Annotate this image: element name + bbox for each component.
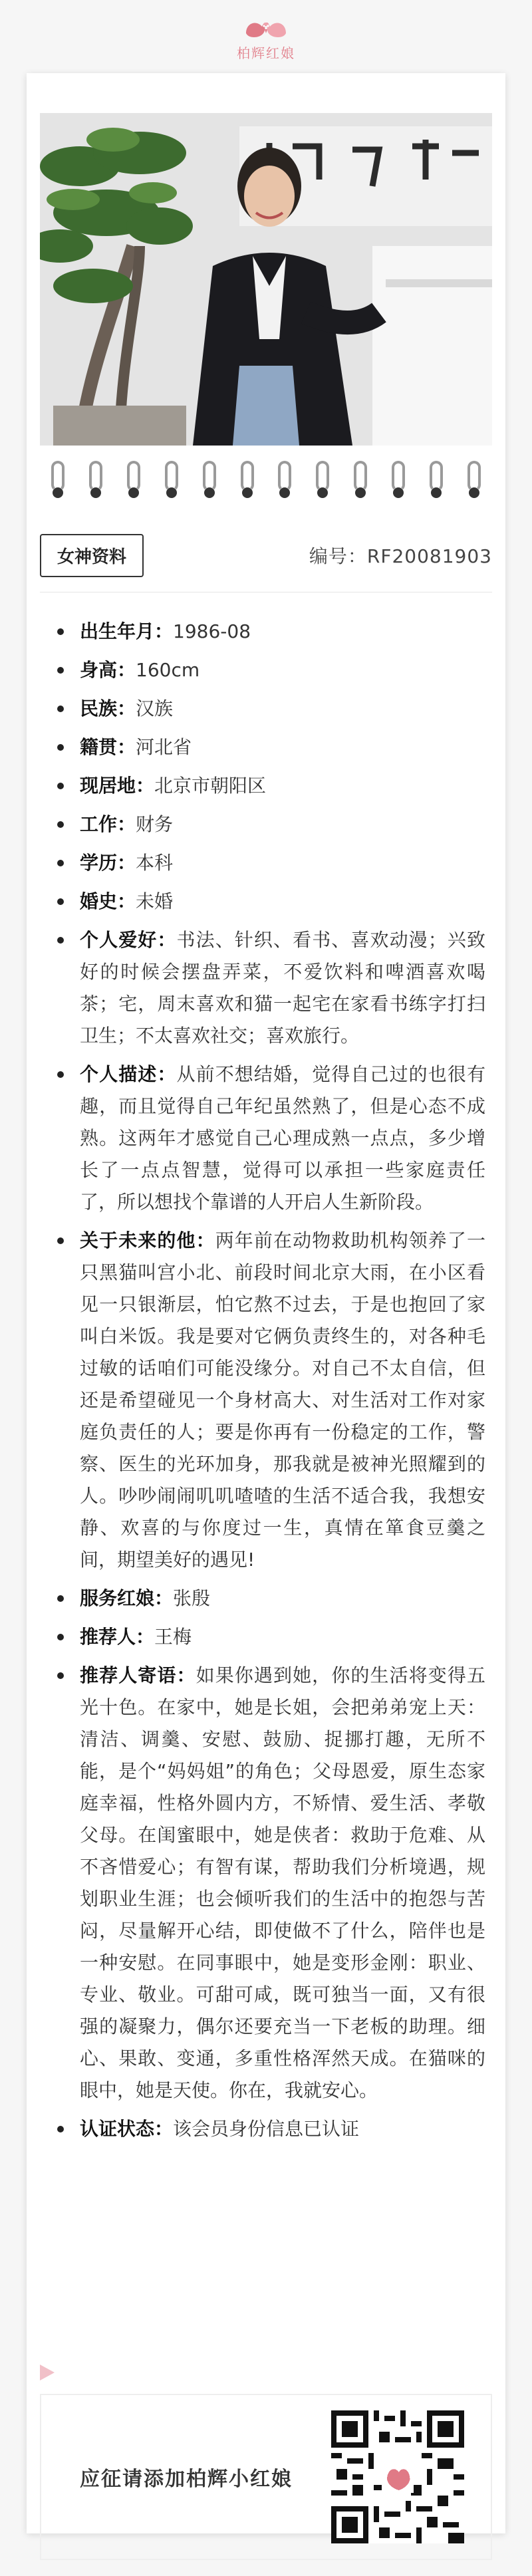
info-key: 工作： — [80, 813, 136, 835]
info-key: 个人描述： — [80, 1063, 177, 1085]
ring-icon — [163, 461, 180, 499]
info-value: 160cm — [136, 659, 200, 681]
info-value: 未婚 — [136, 890, 174, 912]
list-item — [53, 654, 485, 686]
profile-tag: 女神资料 — [40, 534, 144, 577]
list-item — [53, 809, 485, 840]
list-item — [53, 1059, 485, 1218]
contact-box — [40, 2394, 492, 2560]
info-key: 推荐人： — [80, 1626, 155, 1648]
ring-icon — [201, 461, 218, 499]
list-item — [53, 770, 485, 802]
info-value: 河北省 — [136, 736, 192, 758]
ring-icon — [466, 461, 483, 499]
info-key: 服务红娘： — [80, 1587, 174, 1609]
list-item — [53, 1225, 485, 1576]
info-value: 从前不想结婚，觉得自己过的也很有趣，而且觉得自己年纪虽然熟了，但是心态不成熟。这两年才感觉自己心理成熟一点点，多少增长了一点点智慧，觉得可以承担一些家庭责任了，所以想找个靠谱的人开启人生新阶段。 — [80, 1063, 485, 1213]
list-item — [53, 1660, 485, 2107]
ring-icon — [428, 461, 445, 499]
info-value: 1986-08 — [173, 620, 251, 642]
info-value: 书法、针织、看书、喜欢动漫；兴致好的时候会摆盘弄菜，不爱饮料和啤酒喜欢喝茶；宅，周末喜欢和猫一起宅在家看书练字打扫卫生；不太喜欢社交；喜欢旅行。 — [80, 929, 485, 1047]
logo-text: 柏辉红娘 — [237, 45, 295, 61]
list-item — [53, 886, 485, 918]
ring-icon — [239, 461, 256, 499]
info-value: 财务 — [136, 813, 174, 835]
list-item — [53, 1621, 485, 1653]
list-item — [53, 616, 485, 648]
info-value: 王梅 — [154, 1626, 192, 1648]
ring-icon — [314, 461, 331, 499]
info-value: 本科 — [136, 852, 174, 874]
info-key: 籍贯： — [80, 736, 136, 758]
info-key: 推荐人寄语： — [80, 1664, 196, 1686]
info-key: 身高： — [80, 659, 136, 681]
ring-icon — [87, 461, 104, 499]
list-item — [53, 2113, 485, 2145]
info-key: 婚史： — [80, 890, 136, 912]
list-item — [53, 924, 485, 1052]
info-key: 学历： — [80, 852, 136, 874]
info-list — [53, 616, 485, 2152]
list-item — [53, 731, 485, 763]
info-value: 两年前在动物救助机构领养了一只黑猫叫宫小北、前段时间北京大雨，在小区看见一只银渐层，怕它熬不过去，于是也抱回了家叫白米饭。我是要对它俩负责终生的，对各种毛过敏的话咱们可能没缘分。对自己不太自信，但还是希望碰见一个身材高大、对生活对工作对家庭负责任的人；要是你再有一份稳定的工作，警察、医生的光环加身，那我就是被神光照耀到的人。吵吵闹闹叽叽喳喳的生活不适合我，我想安静、欢喜的与你度过一生，真情在箪食豆羹之间，期望美好的遇见! — [80, 1229, 485, 1571]
contact-label: 应征请添加柏辉小红娘 — [80, 2468, 293, 2491]
binder-rings — [27, 461, 505, 501]
info-value: 汉族 — [136, 698, 174, 719]
info-key: 认证状态： — [80, 2118, 174, 2140]
list-item — [53, 693, 485, 725]
ring-icon — [352, 461, 369, 499]
profile-code: 编号：RF20081903 — [309, 545, 492, 567]
info-value: 北京市朝阳区 — [154, 775, 267, 797]
info-key: 现居地： — [80, 775, 155, 797]
info-key: 关于未来的他： — [80, 1229, 215, 1251]
profile-photo — [40, 113, 492, 446]
info-key: 出生年月： — [80, 620, 174, 642]
qr-code-icon[interactable] — [331, 2410, 464, 2543]
ring-icon — [276, 461, 293, 499]
profile-meta — [40, 532, 492, 579]
info-value: 张殷 — [173, 1587, 211, 1609]
ring-icon — [390, 461, 407, 499]
triangle-marker-icon — [40, 2365, 55, 2381]
ring-icon — [125, 461, 142, 499]
info-value: 如果你遇到她，你的生活将变得五光十色。在家中，她是长姐，会把弟弟宠上天：清洁、调羹、安慰、鼓励、捉挪打趣，无所不能，是个“妈妈姐”的角色；父母恩爱，原生态家庭幸福，性格外圆内方，不矫情、爱生活、孝敬父母。在闺蜜眼中，她是侠者：救助于危难、从不吝惜爱心；有智有谋，帮助我们分析境遇，规划职业生涯；也会倾听我们的生活中的抱怨与苦闷，尽量解开心结，即使做不了什么，陪伴也是一种安慰。在同事眼中，她是变形金刚：职业、专业、敬业。可甜可咸，既可独当一面，又有很强的凝聚力，偶尔还要充当一下老板的助理。细心、果敢、变通，多重性格浑然天成。在猫咪的眼中，她是天使。你在，我就安心。 — [80, 1664, 485, 2101]
list-item — [53, 1583, 485, 1614]
ring-icon — [49, 461, 66, 499]
header-logo — [0, 0, 532, 74]
info-value: 该会员身份信息已认证 — [173, 2118, 360, 2140]
info-key: 个人爱好： — [80, 929, 177, 951]
info-key: 民族： — [80, 698, 136, 719]
two-birds-icon — [226, 13, 306, 41]
list-item — [53, 847, 485, 879]
profile-card — [27, 73, 505, 2533]
